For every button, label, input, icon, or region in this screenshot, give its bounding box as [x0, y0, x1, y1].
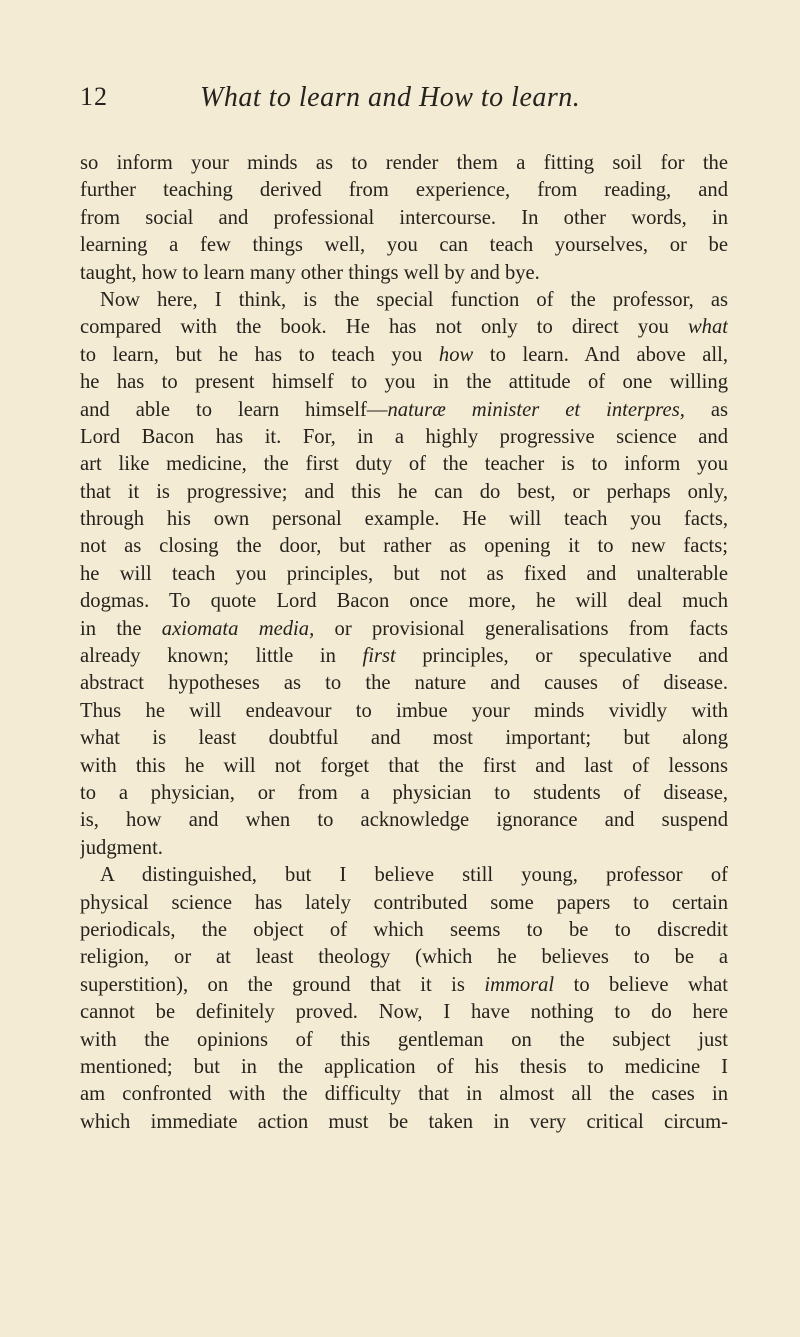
text-line: physical science has lately contributed some papers to certain — [80, 891, 728, 914]
text-line: that it is progressive; and this he can do best, or perhaps only, — [80, 480, 728, 503]
paragraph-start-line: Now here, I think, is the special function of the professor, as — [100, 288, 728, 311]
text-line: with the opinions of this gentleman on the subject just — [80, 1028, 728, 1051]
text-line: already known; little in first principles, or speculative and — [80, 645, 728, 668]
text-line: from social and professional intercourse. In other words, in — [80, 206, 728, 229]
text-line: am confronted with the difficulty that in almost all the cases in — [80, 1083, 728, 1106]
text-line: and able to learn himself—naturæ minister et interpres, as — [80, 398, 728, 421]
emphasis: how — [438, 343, 474, 366]
text-line: which immediate action must be taken in very critical circum- — [80, 1110, 728, 1133]
text-line: through his own personal example. He will teach you facts, — [80, 508, 728, 531]
latin-term: axiomata media, — [161, 617, 315, 640]
text-line: what is least doubtful and most important; but along — [80, 727, 728, 750]
body-text — [80, 150, 728, 1136]
text-line: cannot be definitely proved. Now, I have nothing to do here — [80, 1001, 728, 1024]
latin-quote: naturæ minister et interpres, — [387, 398, 685, 421]
emphasis: first — [362, 645, 396, 668]
emphasis: what — [687, 316, 728, 339]
text-line: religion, or at least theology (which he believes to be a — [80, 946, 728, 969]
text-line: to a physician, or from a physician to students of disease, — [80, 781, 728, 804]
text-line: he has to present himself to you in the attitude of one willing — [80, 371, 728, 394]
text-line: periodicals, the object of which seems to be to discredit — [80, 918, 728, 941]
running-head — [80, 82, 728, 122]
text-line: Lord Bacon has it. For, in a highly progressive science and — [80, 425, 728, 448]
text-line: is, how and when to acknowledge ignorance and suspend — [80, 809, 728, 832]
text-line: art like medicine, the first duty of the teacher is to inform you — [80, 453, 728, 476]
text-line: so inform your minds as to render them a fitting soil for the — [80, 152, 728, 174]
emphasis: immoral — [484, 973, 555, 996]
text-line: Thus he will endeavour to imbue your minds vividly with — [80, 699, 728, 722]
text-line: superstition), on the ground that it is immoral to believe what — [80, 973, 728, 996]
page-number: 12 — [80, 82, 108, 111]
running-title: What to learn and How to learn. — [200, 82, 581, 113]
text-line: compared with the book. He has not only to direct you what — [80, 316, 728, 339]
paragraph-start-line: A distinguished, but I believe still young, professor of — [100, 864, 728, 887]
text-line: further teaching derived from experience, from reading, and — [80, 179, 728, 202]
text-line: judgment. — [80, 836, 163, 859]
text-line: dogmas. To quote Lord Bacon once more, he will deal much — [80, 590, 728, 613]
text-line: taught, how to learn many other things well by and bye. — [80, 261, 540, 284]
text-line: to learn, but he has to teach you how to learn. And above all, — [80, 343, 728, 366]
text-line: not as closing the door, but rather as opening it to new facts; — [80, 535, 728, 558]
text-line: with this he will not forget that the first and last of lessons — [80, 754, 728, 777]
text-line: he will teach you principles, but not as fixed and unalterable — [80, 562, 728, 585]
text-line: mentioned; but in the application of his thesis to medicine I — [80, 1055, 728, 1078]
text-line: in the axiomata media, or provisional generalisations from facts — [80, 617, 728, 640]
text-line: learning a few things well, you can teach yourselves, or be — [80, 234, 728, 257]
text-line: abstract hypotheses as to the nature and causes of disease. — [80, 672, 728, 695]
